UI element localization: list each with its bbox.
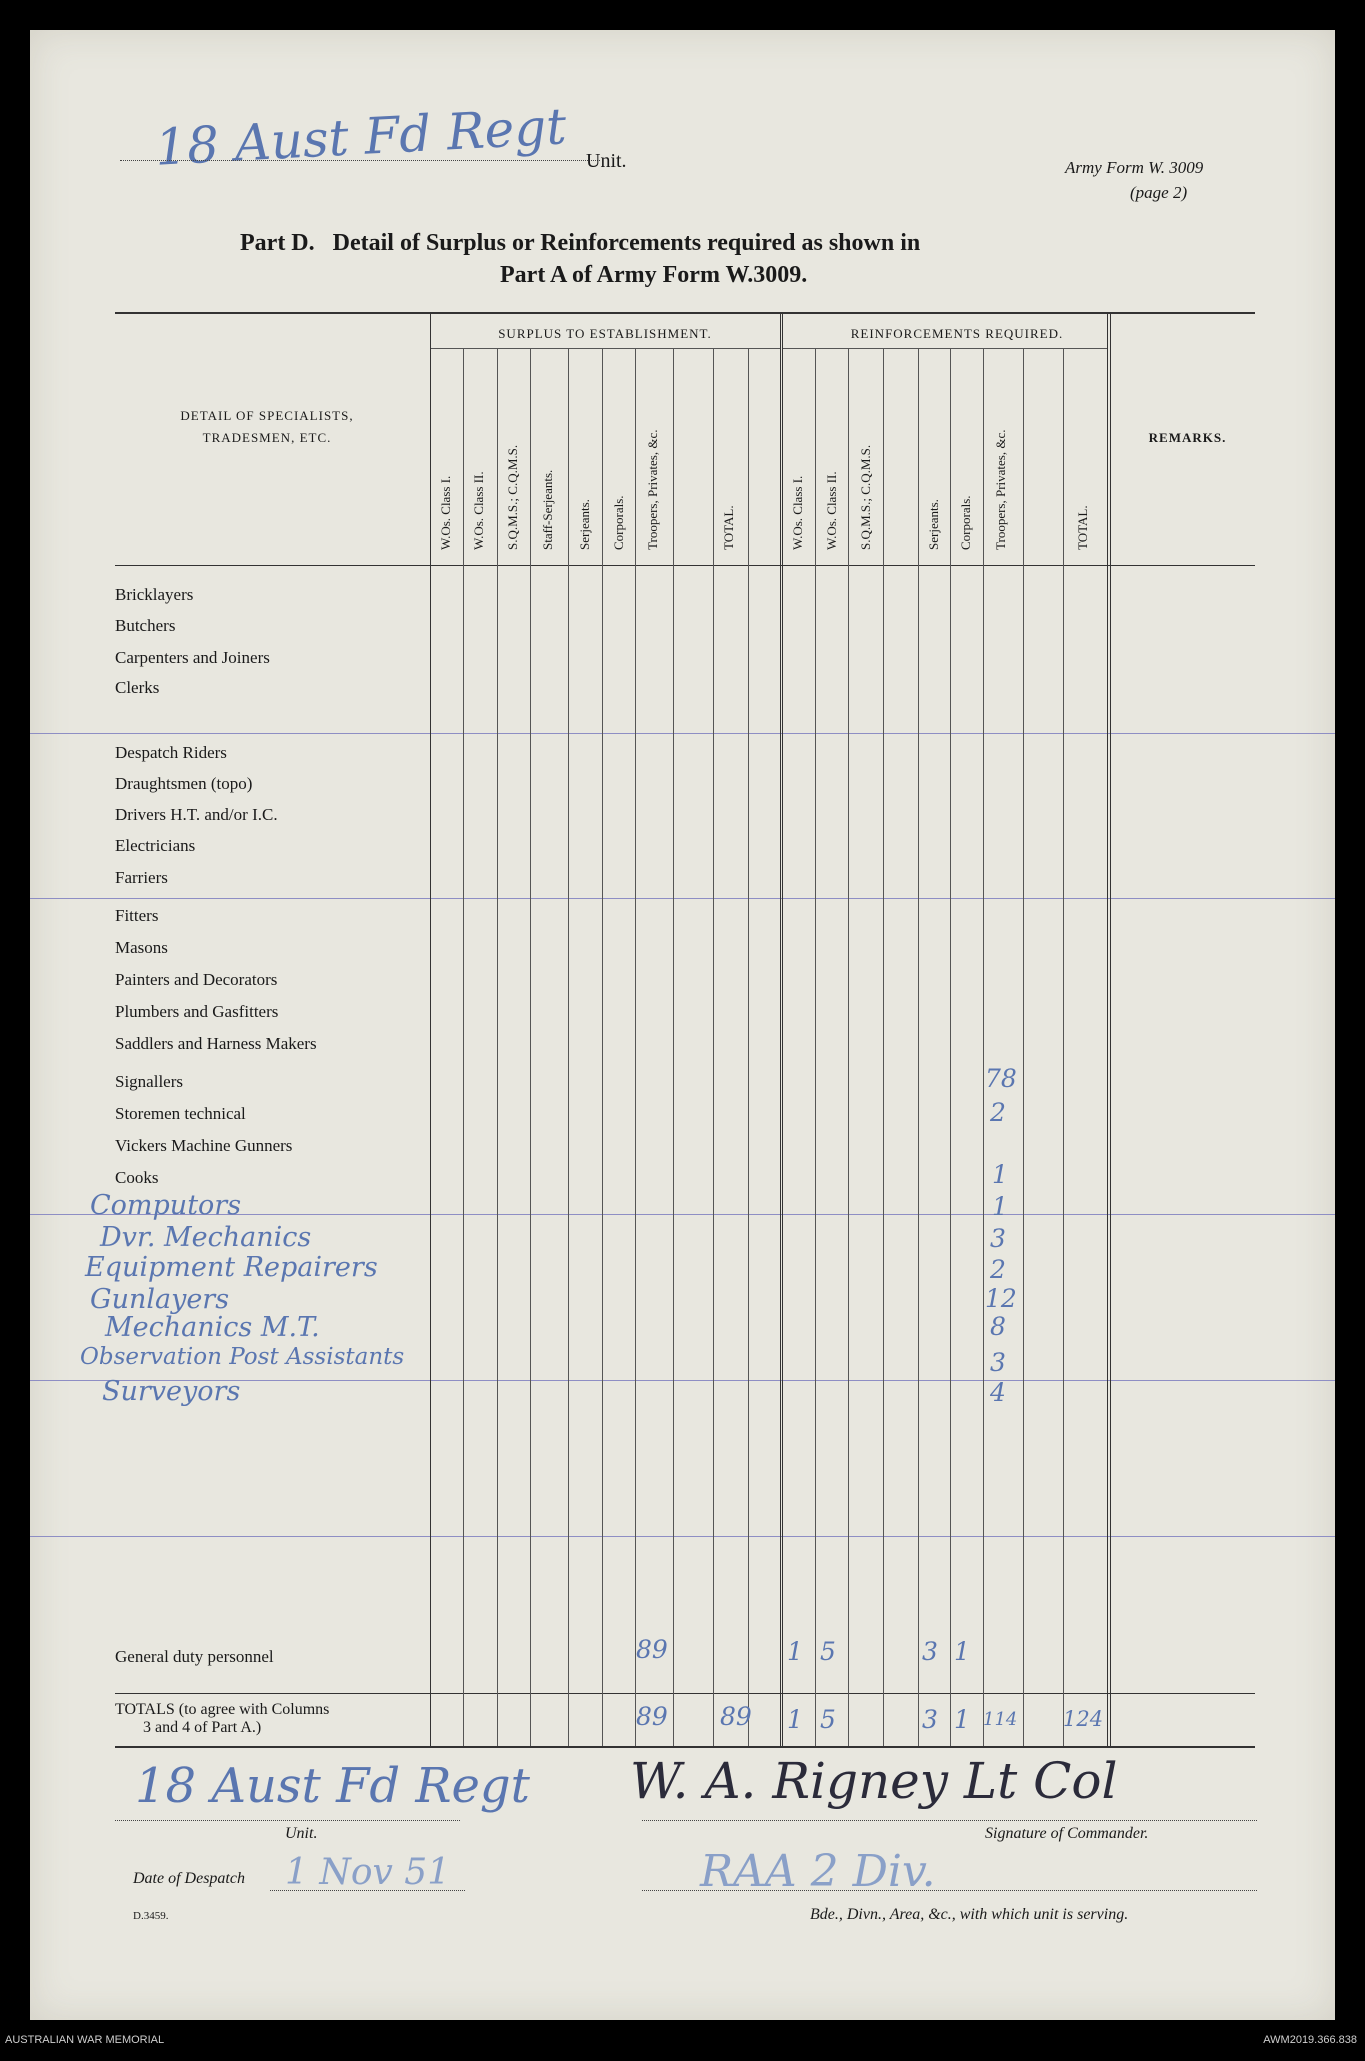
totals-value: 1 [787, 1705, 803, 1734]
col-header: W.Os. Class II. [824, 471, 839, 550]
reinf-troopers-value: 2 [990, 1255, 1006, 1284]
remarks-header: REMARKS. [1148, 430, 1227, 445]
row-label: Fitters [115, 906, 159, 925]
row-label: Cooks [115, 1168, 159, 1187]
row-label: Electricians [115, 836, 196, 855]
row-label: Saddlers and Harness Makers [115, 1034, 317, 1053]
form-id: Army Form W. 3009 [1065, 158, 1204, 177]
commander-signature: W. A. Rigney Lt Col [630, 1752, 1118, 1810]
unit-dotted-line [120, 160, 600, 161]
reinf-troopers-value: 12 [985, 1284, 1017, 1313]
col-line [918, 348, 919, 1746]
reinf-troopers-value: 1 [992, 1160, 1008, 1189]
col-header: W.Os. Class II. [471, 471, 486, 550]
reinf-troopers-value: 78 [985, 1064, 1017, 1093]
row-label: Despatch Riders [115, 743, 227, 762]
formation-label: Bde., Divn., Area, &c., with which unit is serving. [810, 1906, 1129, 1923]
credit-bar [0, 2022, 1365, 2061]
col-header: TOTAL. [721, 505, 736, 550]
totals-label-line1: TOTALS (to agree with Columns [115, 1701, 330, 1718]
totals-bottom-rule [115, 1746, 1255, 1748]
col-line [530, 348, 531, 1746]
totals-value: 5 [820, 1705, 836, 1734]
col-line [635, 348, 636, 1746]
reinf-troopers-value: 2 [990, 1098, 1006, 1127]
col-header: TOTAL. [1075, 505, 1090, 550]
col-line [983, 348, 984, 1746]
surplus-header-rule [430, 348, 780, 349]
col-header: W.Os. Class I. [790, 475, 805, 550]
reinf-troopers-value: 3 [990, 1224, 1006, 1253]
general-duty-value: 1 [954, 1637, 970, 1666]
totals-top-rule [115, 1693, 1255, 1694]
totals-value: 89 [720, 1702, 752, 1731]
despatch-handwritten: 1 Nov 51 [285, 1852, 451, 1893]
col-header: S.Q.M.S.; C.Q.M.S. [505, 444, 520, 550]
row-label: Butchers [115, 616, 176, 635]
title-line1: Part D. Detail of Surplus or Reinforcements required as shown in [240, 230, 921, 256]
reinf-troopers-value: 1 [992, 1192, 1008, 1221]
handwritten-row-label: Dvr. Mechanics [100, 1222, 312, 1253]
formation-line [642, 1890, 1257, 1891]
col-line [1107, 314, 1108, 1746]
col-line [1110, 314, 1111, 1746]
col-header: Corporals. [958, 495, 973, 550]
col-line [782, 314, 783, 1746]
col-line [883, 348, 884, 1746]
footer-unit-line [115, 1820, 460, 1821]
col-line [673, 348, 674, 1746]
unit-handwritten: 18 Aust Fd Regt [153, 97, 568, 177]
detail-header: DETAIL OF SPECIALISTS, TRADESMEN, ETC. [180, 408, 354, 445]
totals-value: 1 [954, 1705, 970, 1734]
col-line [848, 348, 849, 1746]
totals-label-line2: 3 and 4 of Part A.) [143, 1719, 262, 1736]
footer-unit-label: Unit. [285, 1825, 318, 1842]
ruled-line [30, 898, 1335, 899]
row-label: Drivers H.T. and/or I.C. [115, 805, 278, 824]
table-header-rule [115, 565, 1255, 566]
reinf-troopers-value: 8 [990, 1312, 1006, 1341]
col-line [602, 348, 603, 1746]
col-line [1063, 348, 1064, 1746]
form-page [30, 30, 1335, 2020]
reinf-troopers-value: 3 [990, 1348, 1006, 1377]
general-duty-value: 5 [820, 1637, 836, 1666]
row-label: Bricklayers [115, 585, 194, 604]
general-duty-value: 89 [636, 1635, 668, 1664]
col-line [1023, 348, 1024, 1746]
col-header: Troopers, Privates, &c. [645, 429, 660, 550]
row-label: Draughtsmen (topo) [115, 774, 253, 793]
handwritten-row-label: Observation Post Assistants [80, 1344, 405, 1370]
reinf-header-rule [782, 348, 1107, 349]
handwritten-row-label: Computors [90, 1190, 242, 1221]
general-duty-value: 3 [922, 1637, 938, 1666]
handwritten-row-label: Gunlayers [90, 1284, 230, 1315]
totals-value: 124 [1063, 1707, 1104, 1731]
col-line [568, 348, 569, 1746]
row-label: Plumbers and Gasfitters [115, 1002, 279, 1021]
ruled-line [30, 1536, 1335, 1537]
col-line [780, 314, 781, 1746]
col-line [713, 348, 714, 1746]
totals-value: 114 [983, 1709, 1018, 1730]
row-label: Farriers [115, 868, 168, 887]
ruled-line [30, 733, 1335, 734]
row-label: Carpenters and Joiners [115, 648, 270, 667]
col-line [497, 348, 498, 1746]
general-duty-label: General duty personnel [115, 1647, 274, 1666]
handwritten-row-label: Equipment Repairers [85, 1252, 378, 1283]
col-line [463, 348, 464, 1746]
general-duty-value: 1 [787, 1637, 803, 1666]
despatch-label: Date of Despatch [133, 1870, 245, 1887]
totals-value: 3 [922, 1705, 938, 1734]
signature-line [642, 1820, 1257, 1821]
col-header: S.Q.M.S.; C.Q.M.S. [858, 444, 873, 550]
signature-label: Signature of Commander. [985, 1825, 1149, 1842]
unit-label: Unit. [586, 150, 627, 172]
row-label: Storemen technical [115, 1104, 246, 1123]
col-line [748, 348, 749, 1746]
title-line2: Part A of Army Form W.3009. [500, 262, 808, 288]
formation-handwritten: RAA 2 Div. [700, 1846, 936, 1897]
totals-label [115, 1701, 329, 1737]
handwritten-row-label: Mechanics M.T. [105, 1312, 320, 1343]
row-label: Masons [115, 938, 168, 957]
row-label: Clerks [115, 678, 160, 697]
col-line [430, 314, 431, 1746]
col-header: Troopers, Privates, &c. [993, 429, 1008, 550]
col-line [950, 348, 951, 1746]
col-line [815, 348, 816, 1746]
row-label: Signallers [115, 1072, 183, 1091]
col-header: W.Os. Class I. [438, 475, 453, 550]
form-page: (page 2) [1130, 183, 1188, 202]
credit-left: AUSTRALIAN WAR MEMORIAL [5, 2034, 165, 2046]
col-header: Serjeants. [577, 499, 592, 550]
col-header: Staff-Serjeants. [540, 469, 555, 550]
form-code: D.3459. [133, 1910, 169, 1922]
credit-right: AWM2019.366.838 [1263, 2034, 1357, 2046]
col-header: Serjeants. [926, 499, 941, 550]
col-header: Corporals. [611, 495, 626, 550]
handwritten-row-label: Surveyors [102, 1376, 241, 1407]
footer-unit-handwritten: 18 Aust Fd Regt [135, 1758, 530, 1814]
surplus-header: SURPLUS TO ESTABLISHMENT. [498, 326, 712, 341]
table-top-rule [115, 312, 1255, 314]
reinf-header: REINFORCEMENTS REQUIRED. [850, 326, 1064, 341]
totals-value: 89 [636, 1702, 668, 1731]
row-label: Vickers Machine Gunners [115, 1136, 293, 1155]
row-label: Painters and Decorators [115, 970, 278, 989]
reinf-troopers-value: 4 [990, 1378, 1006, 1407]
